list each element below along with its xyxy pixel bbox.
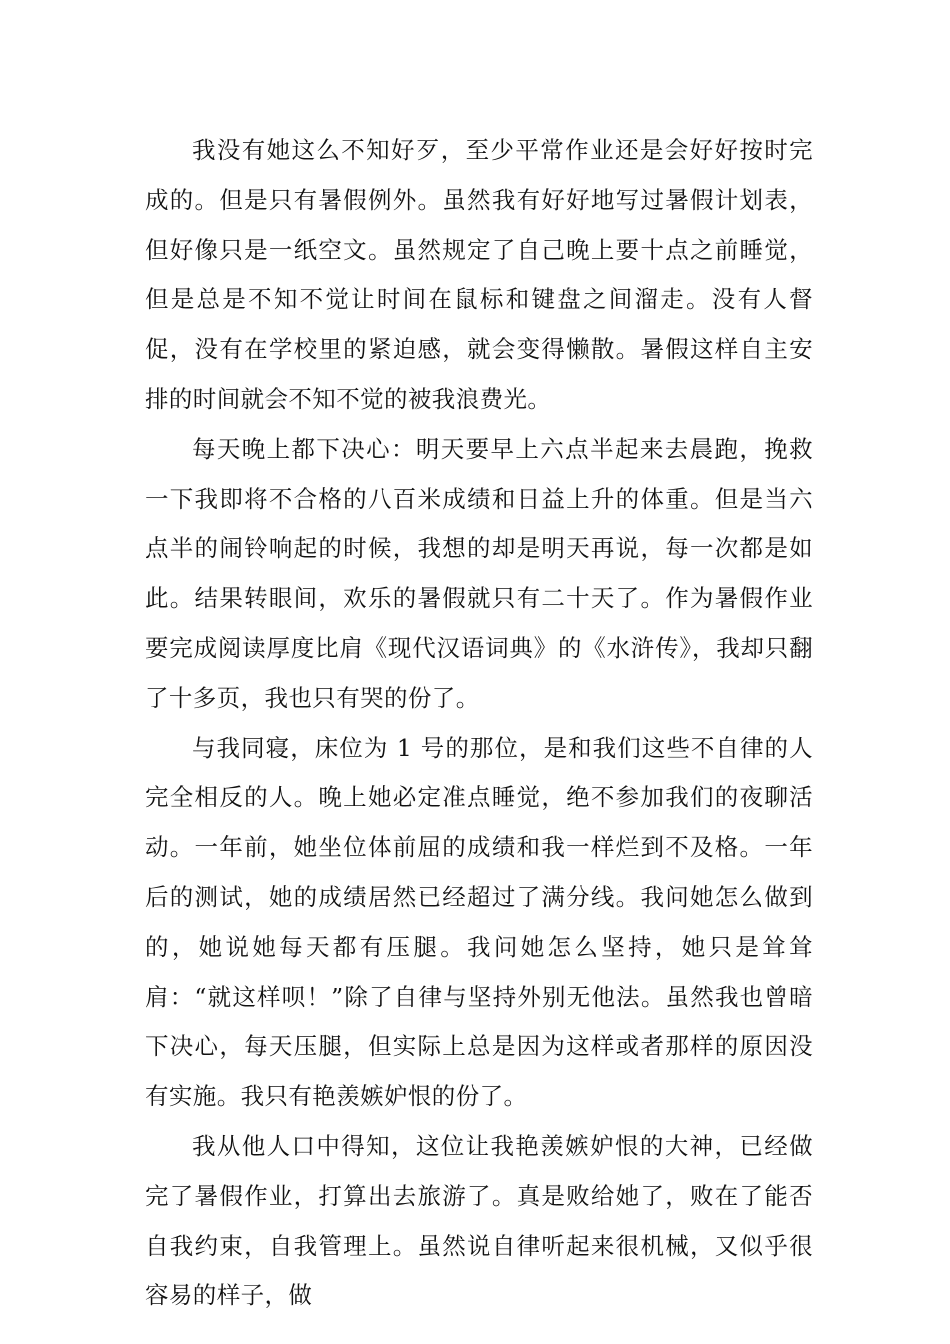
document-page [145,126,813,1321]
paragraph-4: 我从他人口中得知，这位让我艳羡嫉妒恨的大神，已经做完了暑假作业，打算出去旅游了。真是败给她了，败在了能否自我约束，自我管理上。虽然说自律听起来很机械，又似乎很容易的样子，做 [145,1131,813,1310]
paragraph-2: 每天晚上都下决心：明天要早上六点半起来去晨跑，挽救一下我即将不合格的八百米成绩和日益上升的体重。但是当六点半的闹铃响起的时候，我想的却是明天再说，每一次都是如此。结果转眼间，欢乐的暑假就只有二十天了。作为暑假作业要完成阅读厚度比肩《现代汉语词典》的《水浒传》，我却只翻了十多页，我也只有哭的份了。 [145,434,813,712]
paragraph-3: 与我同寝，床位为 1 号的那位，是和我们这些不自律的人完全相反的人。晚上她必定准点睡觉，绝不参加我们的夜聊活动。一年前，她坐位体前屈的成绩和我一样烂到不及格。一年后的测试，她的成绩居然已经超过了满分线。我问她怎么做到的，她说她每天都有压腿。我问她怎么坚持，她只是耸耸肩：“就这样呗！”除了自律与坚持外别无他法。虽然我也曾暗下决心，每天压腿，但实际上总是因为这样或者那样的原因没有实施。我只有艳羡嫉妒恨的份了。 [145,733,813,1111]
paragraph-1: 我没有她这么不知好歹，至少平常作业还是会好好按时完成的。但是只有暑假例外。虽然我有好好地写过暑假计划表，但好像只是一纸空文。虽然规定了自己晚上要十点之前睡觉，但是总是不知不觉让时间在鼠标和键盘之间溜走。没有人督促，没有在学校里的紧迫感，就会变得懒散。暑假这样自主安排的时间就会不知不觉的被我浪费光。 [145,136,813,413]
